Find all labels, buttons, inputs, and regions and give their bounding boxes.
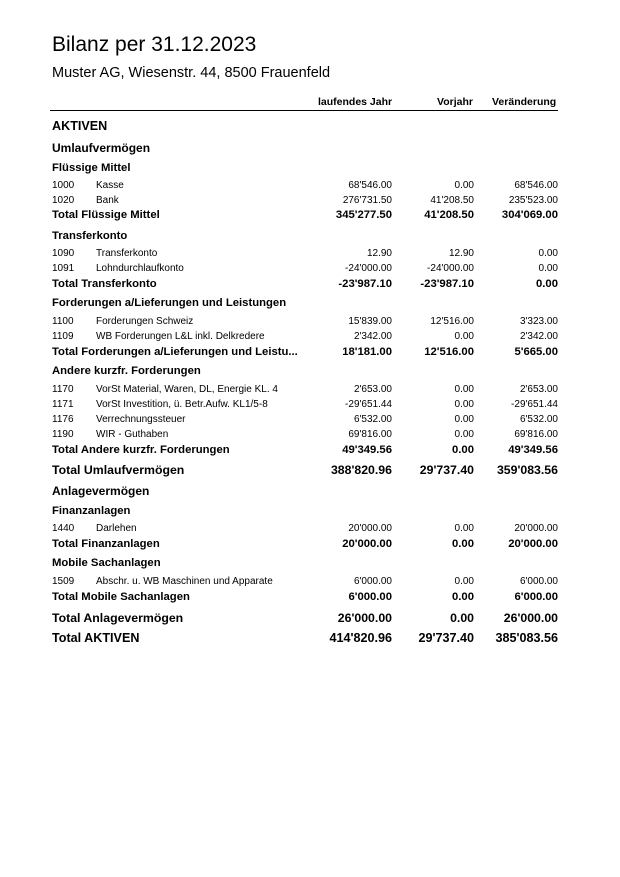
value-change: 6'000.00 <box>519 576 558 587</box>
value-previous-year: 41'208.50 <box>430 195 474 206</box>
row-label: Forderungen a/Lieferungen und Leistungen <box>52 297 287 309</box>
value-change: 2'342.00 <box>519 331 558 342</box>
value-previous-year: 0.00 <box>454 576 474 587</box>
value-change: 2'653.00 <box>519 384 558 395</box>
value-current-year: 2'653.00 <box>353 384 392 395</box>
total-row <box>52 209 558 225</box>
account-name: Lohndurchlaufkonto <box>96 263 184 274</box>
value-change: -29'651.44 <box>511 399 558 410</box>
value-previous-year: 12.90 <box>448 248 474 259</box>
value-change: 359'083.56 <box>496 463 558 477</box>
section-heading <box>52 365 558 381</box>
account-number: 1091 <box>52 263 75 274</box>
value-current-year: 20'000.00 <box>348 523 392 534</box>
value-current-year: 6'000.00 <box>348 591 392 603</box>
total-row <box>52 346 558 362</box>
value-previous-year: 12'516.00 <box>430 316 474 327</box>
value-change: 69'816.00 <box>514 429 558 440</box>
account-name: WIR - Guthaben <box>96 429 169 440</box>
row-label: Andere kurzfr. Forderungen <box>52 365 201 377</box>
value-previous-year: 0.00 <box>452 444 474 456</box>
account-number: 1176 <box>52 414 74 425</box>
value-previous-year: 0.00 <box>450 611 474 625</box>
row-label: AKTIVEN <box>52 119 108 133</box>
value-previous-year: 29'737.40 <box>419 463 474 477</box>
total-row <box>52 611 558 627</box>
value-previous-year: 0.00 <box>454 523 474 534</box>
value-previous-year: 0.00 <box>454 384 474 395</box>
section-heading <box>52 484 558 500</box>
account-row <box>52 414 558 430</box>
value-change: 0.00 <box>538 263 558 274</box>
account-name: Darlehen <box>96 523 137 534</box>
account-number: 1440 <box>52 523 75 534</box>
row-label: Flüssige Mittel <box>52 162 131 174</box>
account-row <box>52 399 558 415</box>
section-heading <box>52 162 558 178</box>
account-name: Bank <box>96 195 119 206</box>
row-label: Total Transferkonto <box>52 278 157 290</box>
account-row <box>52 248 558 264</box>
section-heading <box>52 505 558 521</box>
account-row <box>52 523 558 539</box>
value-previous-year: 29'737.40 <box>418 631 474 645</box>
total-row <box>52 591 558 607</box>
account-number: 1170 <box>52 384 74 395</box>
account-row <box>52 263 558 279</box>
row-label: Mobile Sachanlagen <box>52 557 161 569</box>
value-change: 0.00 <box>536 278 558 290</box>
row-label: Anlagevermögen <box>52 484 150 498</box>
value-previous-year: 0.00 <box>452 538 474 550</box>
value-previous-year: 12'516.00 <box>424 346 474 358</box>
company-address: Muster AG, Wiesenstr. 44, 8500 Frauenfeld <box>52 65 331 81</box>
row-label: Total Andere kurzfr. Forderungen <box>52 444 230 456</box>
row-label: Total Anlagevermögen <box>52 611 184 625</box>
value-current-year: 69'816.00 <box>348 429 392 440</box>
value-change: 68'546.00 <box>514 180 558 191</box>
value-change: 3'323.00 <box>519 316 558 327</box>
account-number: 1100 <box>52 316 74 327</box>
account-number: 1020 <box>52 195 75 206</box>
account-name: WB Forderungen L&L inkl. Delkredere <box>96 331 265 342</box>
value-current-year: -23'987.10 <box>338 278 392 290</box>
value-current-year: 345'277.50 <box>335 209 392 221</box>
value-current-year: 6'532.00 <box>353 414 392 425</box>
row-label: Total Umlaufvermögen <box>52 463 185 477</box>
row-label: Transferkonto <box>52 230 128 242</box>
account-number: 1171 <box>52 399 74 410</box>
value-current-year: 20'000.00 <box>342 538 392 550</box>
total-row <box>52 278 558 294</box>
account-row <box>52 429 558 445</box>
account-name: Abschr. u. WB Maschinen und Apparate <box>96 576 273 587</box>
account-row <box>52 576 558 592</box>
value-previous-year: -23'987.10 <box>420 278 474 290</box>
value-previous-year: 0.00 <box>452 591 474 603</box>
value-current-year: 26'000.00 <box>337 611 392 625</box>
value-change: 20'000.00 <box>514 523 558 534</box>
value-current-year: -24'000.00 <box>345 263 392 274</box>
value-previous-year: 0.00 <box>454 399 474 410</box>
account-name: VorSt Material, Waren, DL, Energie KL. 4 <box>96 384 278 395</box>
value-previous-year: 0.00 <box>454 429 474 440</box>
value-previous-year: 0.00 <box>454 414 474 425</box>
row-label: Umlaufvermögen <box>52 141 151 155</box>
value-change: 0.00 <box>538 248 558 259</box>
account-number: 1000 <box>52 180 75 191</box>
value-change: 6'532.00 <box>519 414 558 425</box>
row-label: Finanzanlagen <box>52 505 131 517</box>
value-current-year: 388'820.96 <box>330 463 392 477</box>
row-label: Total Finanzanlagen <box>52 538 160 550</box>
row-label: Total Flüssige Mittel <box>52 209 160 221</box>
value-change: 385'083.56 <box>495 631 558 645</box>
value-current-year: 49'349.56 <box>342 444 392 456</box>
row-label: Total Forderungen a/Lieferungen und Leistu... <box>52 346 298 358</box>
value-previous-year: 0.00 <box>454 331 474 342</box>
value-current-year: 18'181.00 <box>342 346 392 358</box>
account-name: Transferkonto <box>96 248 158 259</box>
value-change: 26'000.00 <box>503 611 558 625</box>
account-number: 1190 <box>52 429 74 440</box>
value-change: 235'523.00 <box>508 195 558 206</box>
total-row <box>52 631 558 647</box>
header-divider <box>50 110 558 111</box>
value-current-year: 12.90 <box>366 248 392 259</box>
value-current-year: 15'839.00 <box>348 316 392 327</box>
account-name: Kasse <box>96 180 124 191</box>
value-previous-year: 0.00 <box>454 180 474 191</box>
value-change: 49'349.56 <box>508 444 558 456</box>
account-number: 1509 <box>52 576 75 587</box>
account-name: VorSt Investition, ü. Betr.Aufw. KL1/5-8 <box>96 399 268 410</box>
value-previous-year: -24'000.00 <box>427 263 474 274</box>
total-row <box>52 444 558 460</box>
total-row <box>52 463 558 479</box>
value-current-year: 2'342.00 <box>353 331 392 342</box>
account-row <box>52 331 558 347</box>
column-header-current-year: laufendes Jahr <box>318 96 393 108</box>
account-row <box>52 384 558 400</box>
section-heading <box>52 557 558 573</box>
column-header-change: Veränderung <box>492 96 557 108</box>
account-name: Forderungen Schweiz <box>96 316 194 327</box>
total-row <box>52 538 558 554</box>
page-title: Bilanz per 31.12.2023 <box>52 33 257 56</box>
value-current-year: 414'820.96 <box>329 631 392 645</box>
value-current-year: 68'546.00 <box>348 180 392 191</box>
account-name: Verrechnungssteuer <box>96 414 186 425</box>
section-heading <box>52 119 558 135</box>
value-change: 5'665.00 <box>514 346 558 358</box>
account-row <box>52 180 558 196</box>
value-change: 6'000.00 <box>514 591 558 603</box>
value-change: 20'000.00 <box>508 538 558 550</box>
section-heading <box>52 230 558 246</box>
account-number: 1090 <box>52 248 75 259</box>
account-number: 1109 <box>52 331 74 342</box>
section-heading <box>52 297 558 313</box>
row-label: Total Mobile Sachanlagen <box>52 591 190 603</box>
value-previous-year: 41'208.50 <box>424 209 474 221</box>
row-label: Total AKTIVEN <box>52 631 140 645</box>
value-change: 304'069.00 <box>501 209 558 221</box>
value-current-year: 276'731.50 <box>342 195 392 206</box>
section-heading <box>52 141 558 157</box>
column-header-previous-year: Vorjahr <box>437 96 473 108</box>
value-current-year: -29'651.44 <box>345 399 392 410</box>
account-row <box>52 316 558 332</box>
value-current-year: 6'000.00 <box>353 576 392 587</box>
